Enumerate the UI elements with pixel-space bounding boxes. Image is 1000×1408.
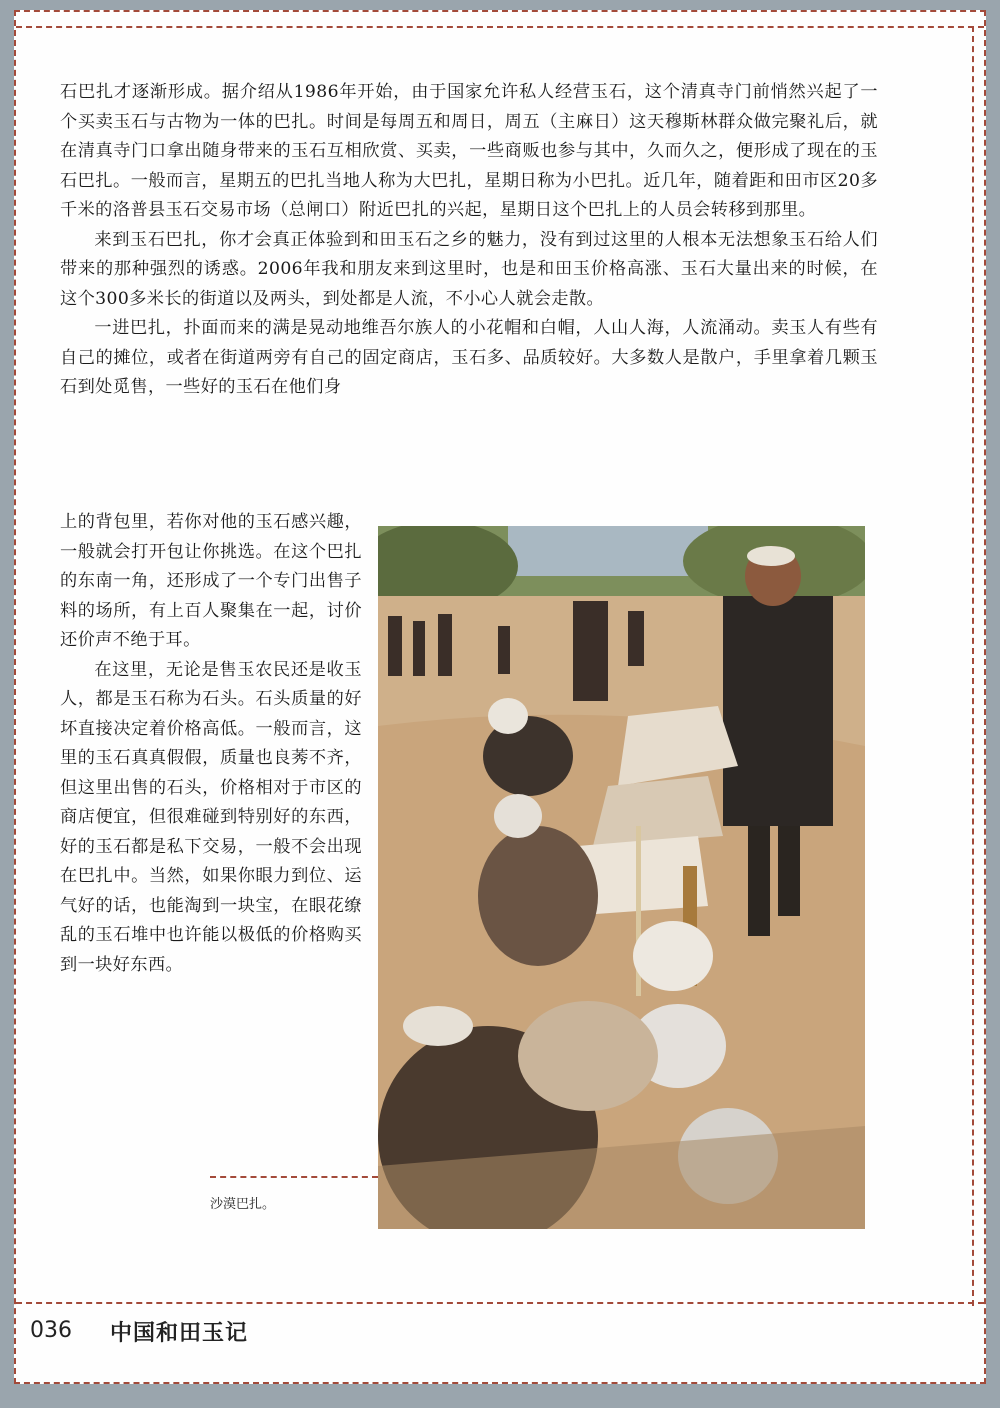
right-dashed-rule [972,26,974,1306]
side-text-block [60,508,362,980]
paragraph-3-continued: 上的背包里，若你对他的玉石感兴趣，一般就会打开包让你挑选。在这个巴扎的东南一角，还形成了一个专门出售子料的场所，有上百人聚集在一起，讨价还价声不绝于耳。 [60,512,362,650]
page-number: 036 [30,1318,72,1343]
main-text-block [60,78,878,403]
paragraph-4: 在这里，无论是售玉农民还是收玉人，都是玉石称为石头。石头质量的好坏直接决定着价格高低。一般而言，这里的玉石真真假假，质量也良莠不齐，但这里出售的石头，价格相对于市区的商店便宜，但很难碰到特别好的东西，好的玉石都是私下交易，一般不会出现在巴扎中。当然，如果你眼力到位、运气好的话，也能淘到一块宝，在眼花缭乱的玉石堆中也许能以极低的价格购买到一块好东西。 [60,659,362,975]
bottom-dashed-rule [16,1302,984,1304]
top-border-band [16,12,984,28]
paragraph-3: 一进巴扎，扑面而来的满是晃动地维吾尔族人的小花帽和白帽，人山人海，人流涌动。卖玉人有些有自己的摊位，或者在街道两旁有自己的固定商店，玉石多、品质较好。大多数人是散户，手里拿着几颗玉石到处觅售，一些好的玉石在他们身 [60,318,878,397]
running-book-title: 中国和田玉记 [110,1320,249,1346]
bazaar-photo-illustration [378,526,865,1229]
paragraph-1: 石巴扎才逐渐形成。据介绍从1986年开始，由于国家允许私人经营玉石，这个清真寺门前悄然兴起了一个买卖玉石与古物为一体的巴扎。时间是每周五和周日，周五（主麻日）这天穆斯林群众做完聚礼后，就在清真寺门口拿出随身带来的玉石互相欣赏、买卖，一些商贩也参与其中，久而久之，便形成了现在的玉石巴扎。一般而言，星期五的巴扎当地人称为大巴扎，星期日称为小巴扎。近几年，随着距和田市区20多千米的洛普县玉石交易市场（总闸口）附近巴扎的兴起，星期日这个巴扎上的人员会转移到那里。 [60,82,878,220]
paragraph-2: 来到玉石巴扎，你才会真正体验到和田玉石之乡的魅力，没有到过这里的人根本无法想象玉石给人们带来的那种强烈的诱惑。2006年我和朋友来到这里时，也是和田玉价格高涨、玉石大量出来的时候，在这个300多米长的街道以及两头，到处都是人流，不小心人就会走散。 [60,229,878,309]
bazaar-photo [378,526,865,1229]
photo-caption: 沙漠巴扎。 [210,1197,276,1212]
caption-dashed-rule [210,1176,378,1178]
